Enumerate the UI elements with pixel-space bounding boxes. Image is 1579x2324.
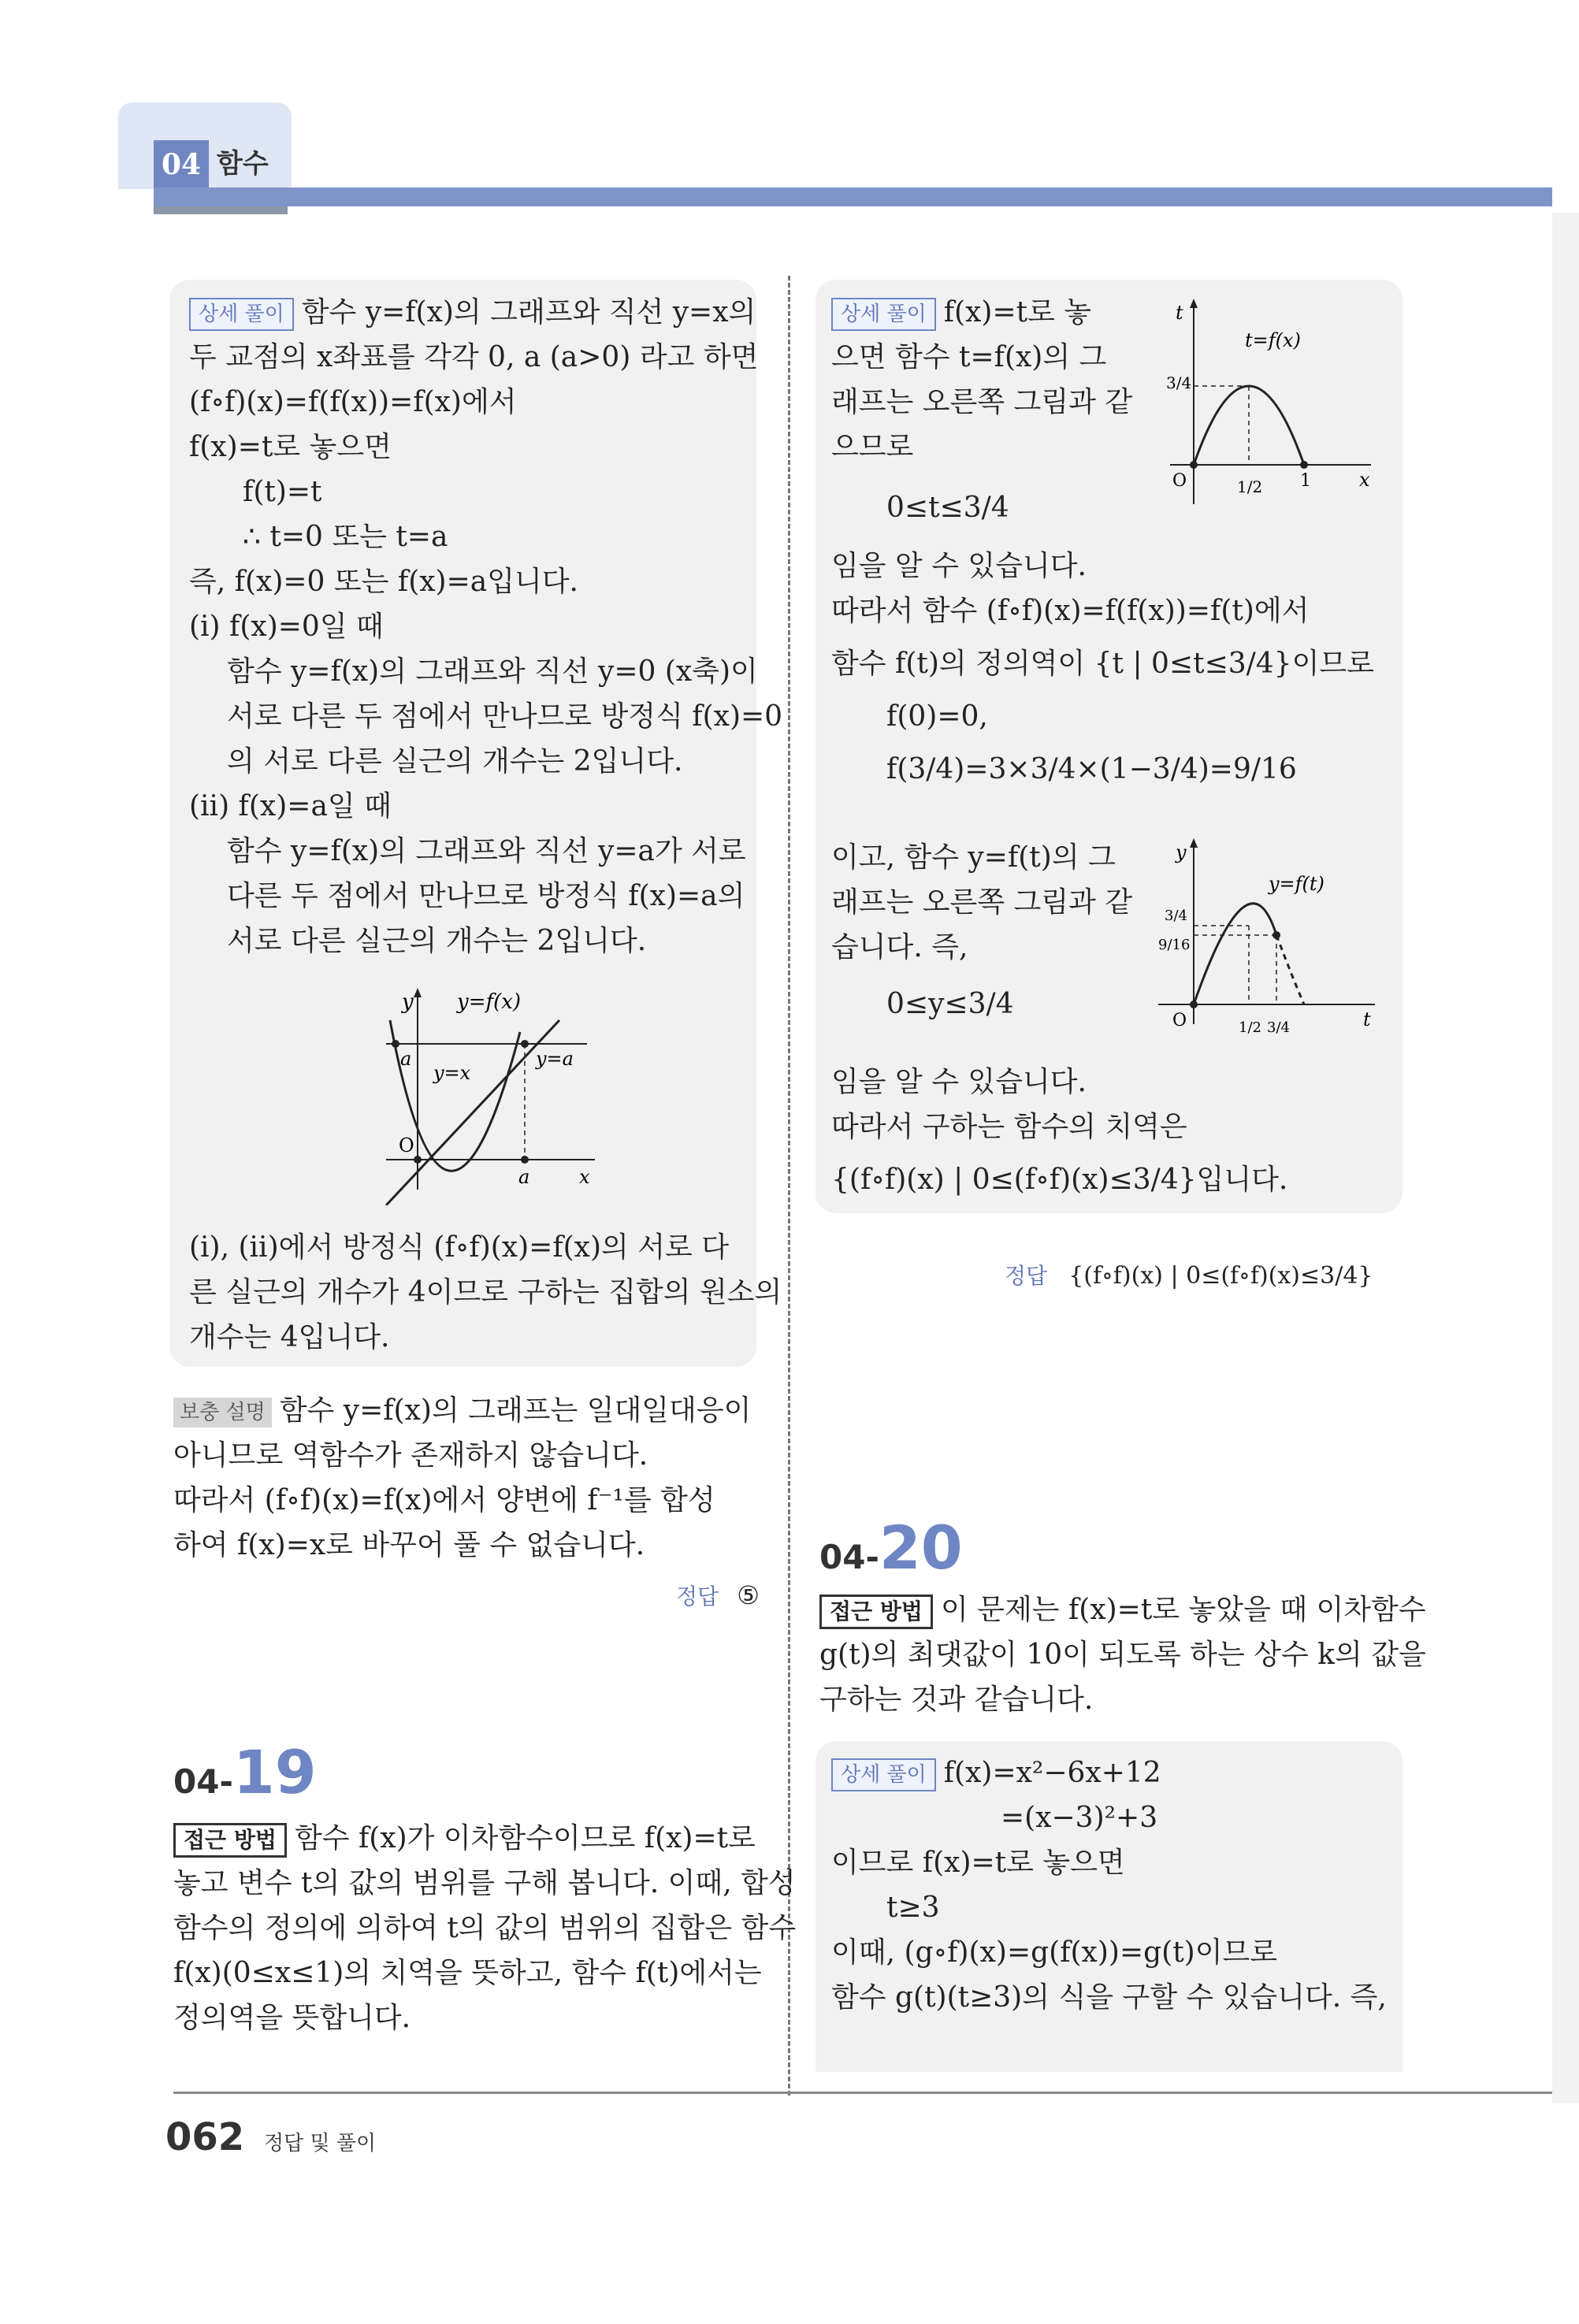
right-text-b [831, 544, 1414, 792]
text-line: 함수 y=f(x)의 그래프는 일대일대응이 [279, 1394, 752, 1427]
text-line: 의 서로 다른 실근의 개수는 2입니다. [227, 745, 683, 778]
graph3-x-tick-half: 1/2 [1239, 1019, 1261, 1036]
approach-label: 접근 방법 [173, 1823, 287, 1858]
section-20-approach [819, 1587, 1426, 1722]
text-line: 으면 함수 t=f(x)의 그 [831, 341, 1107, 373]
text-line: f(3/4)=3×3/4×(1−3/4)=9/16 [886, 753, 1297, 785]
graph3-y-tick-top: 3/4 [1165, 908, 1187, 924]
curve-y [1194, 904, 1276, 1004]
graph3-x-tick-34: 3/4 [1267, 1019, 1290, 1036]
text-line: 함수 f(t)의 정의역이 {t | 0≤t≤3/4}이므로 [831, 648, 1374, 680]
chapter-number: 04 [154, 140, 209, 189]
section-19-approach [173, 1816, 797, 2040]
graph1-a-bottom: a [518, 1166, 530, 1188]
section-number: 20 [879, 1513, 963, 1583]
graph3-y-tick-mid: 9/16 [1158, 937, 1191, 953]
text-line: f(x)=t로 놓 [943, 296, 1092, 329]
text-line: {(f∘f)(x) | 0≤(f∘f)(x)≤3/4}입니다. [831, 1164, 1288, 1196]
point-origin [1190, 1001, 1198, 1008]
text-line: f(x)=t로 놓으면 [189, 431, 392, 463]
point-one [1300, 461, 1308, 469]
extra-explanation [173, 1388, 764, 1568]
point-origin [414, 1156, 422, 1164]
page-number: 062 [165, 2115, 245, 2159]
y-axis-arrow [1190, 299, 1198, 308]
text-line: g(t)의 최댓값이 10이 되도록 하는 상수 k의 값을 [819, 1639, 1426, 1671]
graph2-x-tick-one: 1 [1300, 471, 1311, 491]
graph2-y-axis-label: t [1176, 302, 1183, 324]
text-line: 이므로 f(x)=t로 놓으면 [831, 1847, 1125, 1879]
detail-label: 상세 풀이 [831, 298, 936, 331]
graph1-line-label: y=x [433, 1062, 471, 1084]
graph2-curve-label: t=f(x) [1245, 329, 1301, 351]
y-axis-arrow [414, 988, 422, 997]
section-20-detail [831, 1750, 1399, 2020]
section-prefix: 04- [173, 1762, 233, 1801]
section-number: 19 [232, 1737, 317, 1807]
column-divider [788, 276, 790, 2096]
text-line: 습니다. 즉, [831, 931, 968, 963]
point-a-x [521, 1156, 529, 1164]
left-conclusion [189, 1225, 782, 1360]
chapter-title: 함수 [217, 148, 269, 180]
graph3-origin: O [1172, 1011, 1187, 1030]
text-line: 함수 y=f(x)의 그래프와 직선 y=x의 [301, 296, 756, 329]
text-line: =(x−3)²+3 [1001, 1802, 1158, 1834]
graph2-x-tick-half: 1/2 [1237, 477, 1263, 496]
answer-label: 정답 [1005, 1263, 1048, 1289]
graph2-origin: O [1172, 471, 1187, 491]
section-19-heading [173, 1737, 317, 1807]
answer-19-row [676, 1580, 760, 1611]
right-text-d [831, 1060, 1414, 1202]
section-prefix: 04- [819, 1538, 879, 1576]
graph-f-and-line [370, 985, 607, 1205]
section-20-heading [819, 1513, 963, 1583]
y-axis-arrow [1190, 838, 1198, 848]
text-line: ∴ t=0 또는 t=a [243, 521, 448, 553]
text-line: 따라서 함수 (f∘f)(x)=f(f(x))=f(t)에서 [831, 595, 1310, 627]
graph1-origin: O [399, 1134, 414, 1156]
text-line: (ii) f(x)=a일 때 [189, 790, 392, 822]
text-line: 따라서 (f∘f)(x)=f(x)에서 양변에 f⁻¹를 합성 [173, 1484, 715, 1517]
point-a-left [392, 1040, 399, 1048]
point-end [1272, 931, 1280, 939]
graph3-curve-label: y=f(t) [1269, 873, 1325, 895]
text-line: 구하는 것과 같습니다. [819, 1684, 1094, 1716]
text-line: 함수 f(x)가 이차함수이므로 f(x)=t로 [294, 1822, 756, 1854]
text-line: 정의역을 뜻합니다. [173, 2002, 411, 2034]
text-line: 아니므로 역함수가 존재하지 않습니다. [173, 1439, 648, 1472]
text-line: 함수의 정의에 의하여 t의 값의 범위의 집합은 함수 [173, 1912, 797, 1944]
text-line: f(x)(0≤x≤1)의 치역을 뜻하고, 함수 f(t)에서는 [173, 1957, 762, 1989]
text-line: 임을 알 수 있습니다. [831, 1066, 1087, 1098]
graph1-a-left: a [400, 1048, 412, 1070]
text-line: 함수 y=f(x)의 그래프와 직선 y=a가 서로 [227, 835, 746, 867]
text-line: 하여 f(x)=x로 바꾸어 풀 수 없습니다. [173, 1529, 645, 1561]
extra-label: 보충 설명 [173, 1398, 272, 1427]
graph2-x-axis-label: x [1359, 469, 1370, 491]
approach-label: 접근 방법 [819, 1595, 933, 1629]
inequality-y: 0≤y≤3/4 [886, 988, 1014, 1020]
graph-y-ft [1150, 835, 1387, 1048]
graph1-curve-label: y=f(x) [457, 990, 522, 1014]
point-origin [1190, 461, 1198, 469]
header-accent [154, 206, 288, 214]
answer-18-row [1005, 1259, 1373, 1290]
text-line: 두 교점의 x좌표를 각각 0, a (a>0) 라고 하면 [189, 341, 759, 373]
right-text-c [831, 835, 1178, 1026]
point-a-a [521, 1040, 529, 1048]
text-line: 개수는 4입니다. [189, 1321, 390, 1353]
detail-label: 상세 풀이 [189, 298, 294, 331]
text-line: 서로 다른 실근의 개수는 2입니다. [227, 925, 647, 957]
graph3-y-axis-label: y [1176, 841, 1187, 863]
text-line: 래프는 오른쪽 그림과 같 [831, 386, 1133, 418]
text-line: 른 실근의 개수가 4이므로 구하는 집합의 원소의 [189, 1276, 782, 1309]
graph2-y-tick: 3/4 [1166, 373, 1192, 392]
text-line: t≥3 [886, 1891, 940, 1924]
footer-line [173, 2092, 1552, 2094]
detail-label: 상세 풀이 [831, 1758, 936, 1791]
graph3-x-axis-label: t [1363, 1008, 1371, 1030]
text-line: f(0)=0, [886, 700, 988, 733]
text-line: (f∘f)(x)=f(f(x))=f(x)에서 [189, 386, 517, 418]
text-line: 즉, f(x)=0 또는 f(x)=a입니다. [189, 566, 579, 598]
text-line: 함수 g(t)(t≥3)의 식을 구할 수 있습니다. 즉, [831, 1981, 1387, 2014]
graph1-y-axis-label: y [402, 990, 414, 1014]
footer-label: 정답 및 풀이 [264, 2132, 377, 2155]
text-line: 따라서 구하는 함수의 치역은 [831, 1111, 1187, 1143]
answer-label: 정답 [676, 1583, 719, 1609]
text-line: 함수 y=f(x)의 그래프와 직선 y=0 (x축)이 [227, 655, 758, 688]
text-line: 이때, (g∘f)(x)=g(f(x))=g(t)이므로 [831, 1936, 1278, 1969]
inequality-t: 0≤t≤3/4 [886, 492, 1009, 524]
text-line: f(x)=x²−6x+12 [943, 1757, 1161, 1789]
text-line: 으므로 [831, 431, 914, 463]
text-line: 서로 다른 두 점에서 만나므로 방정식 f(x)=0 [227, 700, 783, 733]
text-line: 이 문제는 f(x)=t로 놓았을 때 이차함수 [940, 1594, 1426, 1626]
text-line: (i), (ii)에서 방정식 (f∘f)(x)=f(x)의 서로 다 [189, 1231, 730, 1264]
text-line: 임을 알 수 있습니다. [831, 550, 1087, 582]
text-line: 다른 두 점에서 만나므로 방정식 f(x)=a의 [227, 880, 745, 912]
text-line: 놓고 변수 t의 값의 범위를 구해 봅니다. 이때, 합성 [173, 1867, 796, 1899]
left-detail-text [189, 290, 783, 963]
answer-value: ⑤ [737, 1580, 760, 1610]
curve-y-dashed [1276, 935, 1304, 1004]
side-margin [1552, 213, 1579, 2103]
graph1-hline-label: y=a [536, 1048, 574, 1070]
graph1-x-axis-label: x [579, 1166, 590, 1188]
text-line: 래프는 오른쪽 그림과 같 [831, 886, 1133, 919]
text-line: f(t)=t [243, 476, 322, 508]
header-bar [154, 187, 1552, 206]
graph-t-fx [1150, 295, 1387, 508]
text-line: 이고, 함수 y=f(t)의 그 [831, 841, 1116, 874]
text-line: (i) f(x)=0일 때 [189, 611, 384, 643]
answer-value: {(f∘f)(x) | 0≤(f∘f)(x)≤3/4} [1068, 1262, 1373, 1290]
